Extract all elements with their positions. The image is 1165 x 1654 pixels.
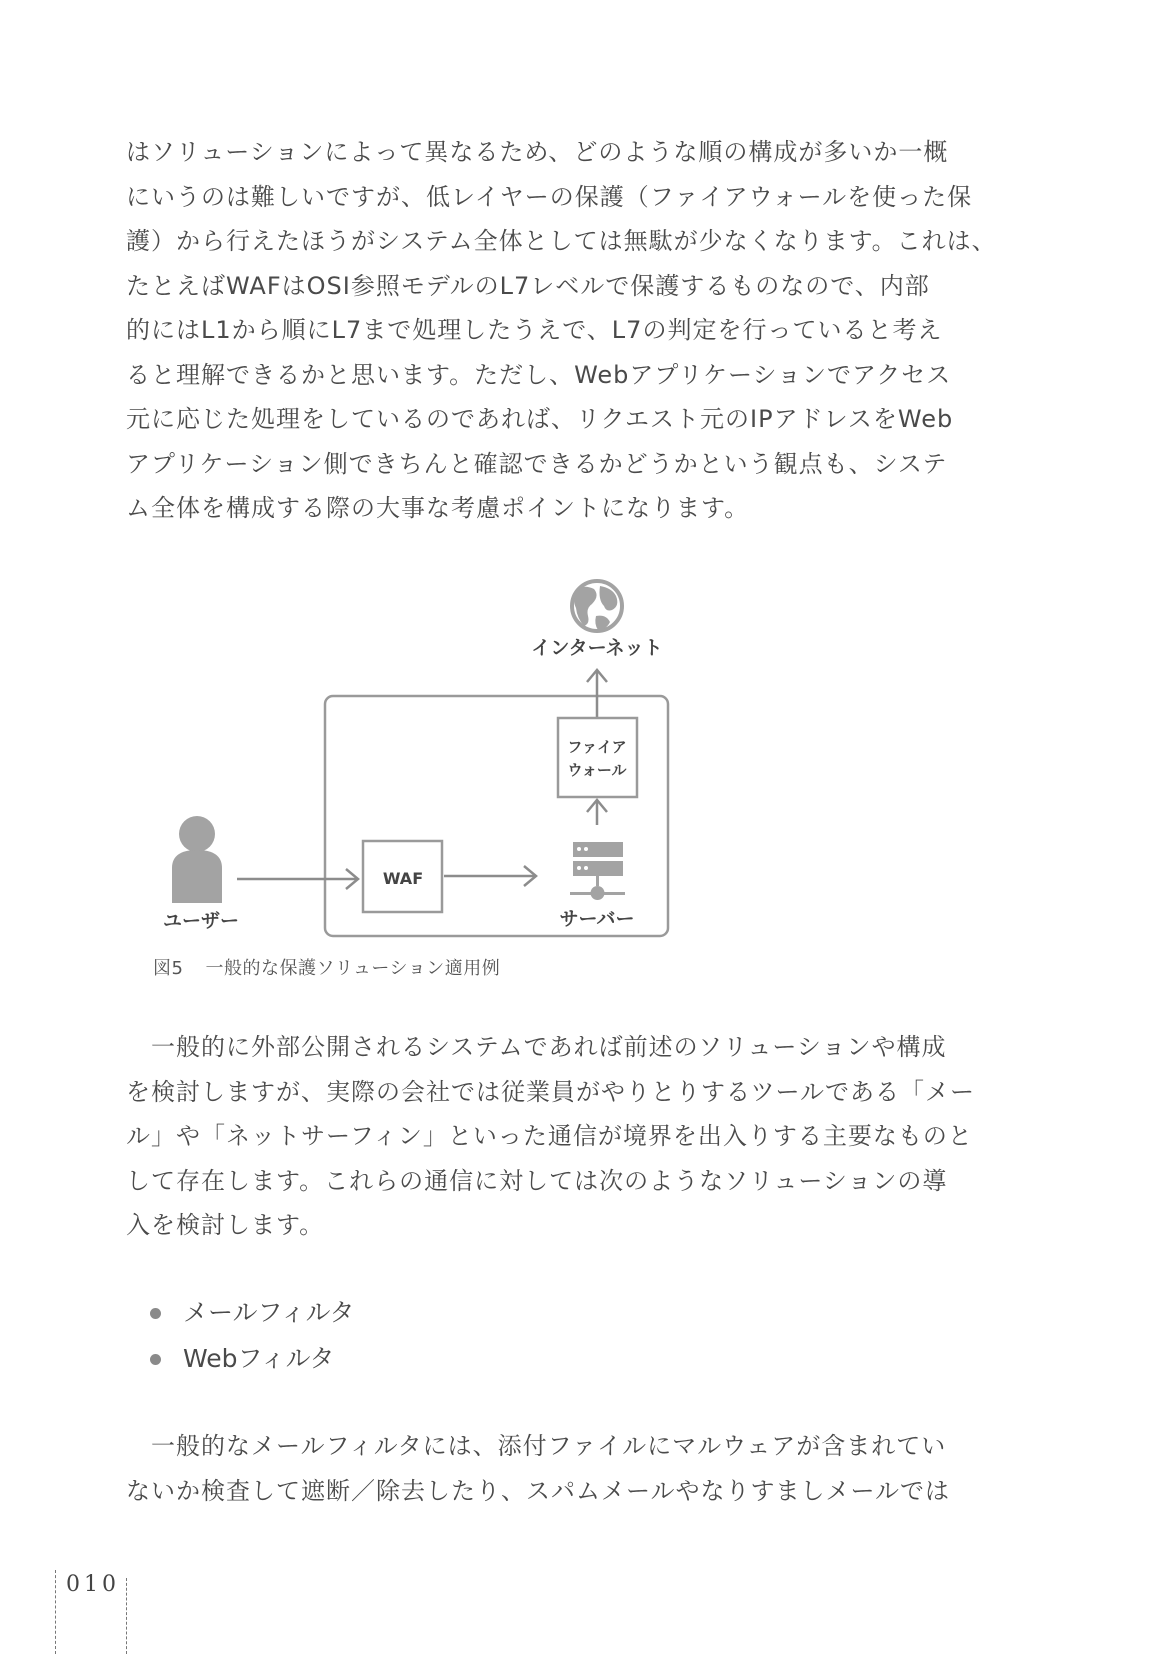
text-line: ないか検査して遮断／除去したり、スパムメールやなりすましメールでは bbox=[126, 1476, 951, 1505]
bullet-icon bbox=[150, 1354, 161, 1365]
page-margin-rule-left bbox=[55, 1570, 56, 1654]
text-line: して存在します。これらの通信に対しては次のようなソリューションの導 bbox=[126, 1166, 948, 1195]
text-line: 入を検討します。 bbox=[126, 1211, 325, 1239]
bullet-list bbox=[150, 1290, 355, 1382]
figure-number: 図5 bbox=[153, 958, 184, 979]
list-item-label: メールフィルタ bbox=[183, 1298, 355, 1327]
page-number: 010 bbox=[66, 1572, 120, 1597]
user-label: ユーザー bbox=[162, 910, 240, 932]
text-line: を検討しますが、実際の会社では従業員がやりとりするツールである「メー bbox=[126, 1077, 976, 1106]
text-line: アプリケーション側できちんと確認できるかどうかという観点も、システ bbox=[126, 449, 948, 478]
user-icon bbox=[172, 816, 222, 903]
firewall-box bbox=[558, 718, 637, 797]
text-line: 元に応じた処理をしているのであれば、リクエスト元のIPアドレスをWeb bbox=[126, 405, 954, 433]
text-line: 一般的に外部公開されるシステムであれば前述のソリューションや構成 bbox=[126, 1033, 947, 1061]
text-line: にいうのは難しいですが、低レイヤーの保護（ファイアウォールを使った保 bbox=[126, 182, 973, 211]
text-line: 的にはL1から順にL7まで処理したうえで、L7の判定を行っていると考え bbox=[126, 316, 943, 344]
globe-icon bbox=[572, 581, 622, 631]
text-line: たとえばWAFはOSI参照モデルのL7レベルで保護するものなので、内部 bbox=[126, 271, 930, 300]
list-item bbox=[150, 1290, 355, 1336]
figure-caption bbox=[153, 954, 500, 980]
body-paragraph-1 bbox=[126, 130, 997, 531]
text-line: はソリューションによって異なるため、どのような順の構成が多いか一概 bbox=[126, 138, 949, 166]
firewall-label-line2: ウォール bbox=[567, 761, 627, 779]
waf-label: WAF bbox=[382, 869, 424, 888]
body-paragraph-3 bbox=[126, 1424, 950, 1513]
list-item-label: Webフィルタ bbox=[183, 1344, 335, 1373]
arrow-firewall-to-internet bbox=[587, 670, 607, 717]
bullet-icon bbox=[150, 1308, 161, 1319]
body-paragraph-2 bbox=[126, 1025, 976, 1248]
page-margin-rule-right bbox=[126, 1578, 127, 1654]
arrow-user-to-waf bbox=[237, 869, 358, 889]
text-line: 護）から行えたほうがシステム全体としては無駄が少なくなります。これは、 bbox=[126, 227, 997, 255]
internet-label: インターネット bbox=[531, 637, 663, 659]
arrow-waf-to-server bbox=[444, 866, 536, 886]
server-icon bbox=[570, 842, 625, 900]
figure-title: 一般的な保護ソリューション適用例 bbox=[205, 958, 501, 979]
text-line: ム全体を構成する際の大事な考慮ポイントになります。 bbox=[126, 494, 750, 522]
list-item bbox=[150, 1336, 355, 1382]
text-line: 一般的なメールフィルタには、添付ファイルにマルウェアが含まれてい bbox=[126, 1432, 947, 1460]
firewall-label-line1: ファイア bbox=[567, 738, 627, 756]
arrow-server-to-firewall bbox=[587, 800, 607, 825]
text-line: ると理解できるかと思います。ただし、Webアプリケーションでアクセス bbox=[126, 360, 952, 389]
text-line: ル」や「ネットサーフィン」といった通信が境界を出入りする主要なものと bbox=[126, 1122, 973, 1150]
server-label: サーバー bbox=[559, 908, 635, 930]
